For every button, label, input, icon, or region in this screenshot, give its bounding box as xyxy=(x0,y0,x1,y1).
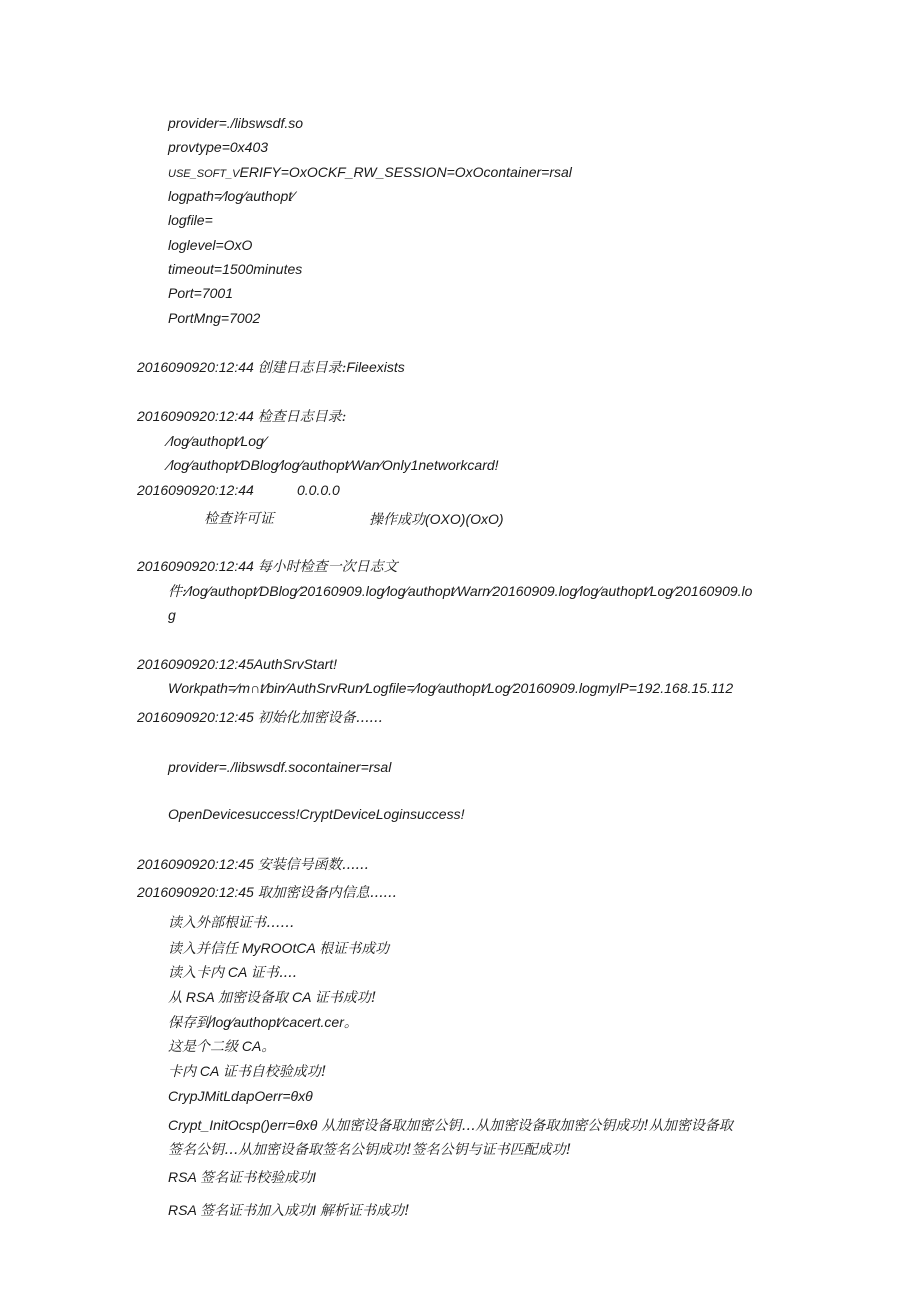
message: 创建日志目录: xyxy=(257,360,347,376)
cert-line xyxy=(168,963,297,982)
config-provtype: provtype=0x403 xyxy=(168,139,269,155)
cert-text: 证书自校验成功! xyxy=(222,1064,327,1080)
log-path-line: ⁄log⁄authopt⁄DBlog⁄log⁄authopt⁄Wan⁄Only1networkcard! xyxy=(168,457,499,473)
cert-text: 保存到 xyxy=(168,1015,210,1031)
timestamp: 2016090920:12:44 xyxy=(137,482,254,498)
cert-name: CA xyxy=(227,964,247,980)
log-entry-check-dir xyxy=(137,407,346,426)
message: 取加密设备内信息...... xyxy=(257,885,397,901)
cert-name: CA xyxy=(241,1038,262,1054)
rsa-text: 解析证书成功! xyxy=(319,1203,410,1219)
license-check-result xyxy=(369,510,504,529)
rsa-add-line xyxy=(168,1201,410,1220)
rsa-mark: I xyxy=(312,1169,317,1185)
rsa-text: 签名证书校验成功 xyxy=(200,1170,313,1186)
config-flags-rest: ERIFY=OxOCKF_RW_SESSION=OxOcontainer=rsal xyxy=(239,164,572,180)
files-paths: ⁄log⁄authopt⁄DBlog⁄20160909.log⁄log⁄authopt⁄Warn⁄20160909.log⁄log⁄authopt⁄Log⁄20160909.lo xyxy=(186,583,753,599)
cert-text: 加密设备取 xyxy=(218,990,289,1006)
cert-line xyxy=(168,1062,326,1081)
cert-text: 卡内 xyxy=(168,1064,196,1080)
cert-text: 证书.... xyxy=(250,965,297,981)
ocsp-text: 从加密设备取加密公钥…从加密设备取加密公钥成功!从加密设备取 xyxy=(321,1118,733,1134)
ocsp-init-line xyxy=(168,1116,733,1135)
cert-text: 根证书成功 xyxy=(319,941,390,957)
log-entry-ip xyxy=(137,481,254,499)
config-provider: provider=./libswsdf.so xyxy=(168,115,304,131)
config-portmng: PortMng=7002 xyxy=(168,310,261,326)
cert-text: 读入并信任 xyxy=(168,941,238,957)
files-prefix: 件: xyxy=(168,584,187,600)
result-text: 操作成功 xyxy=(369,512,425,528)
log-entry-hourly-check xyxy=(137,557,398,576)
cert-text: 证书成功! xyxy=(314,990,377,1006)
config-port: Port=7001 xyxy=(168,285,233,301)
ip-address: 0.0.0.0 xyxy=(297,482,340,498)
cert-name: MyROOtCA xyxy=(241,940,316,956)
log-files-line xyxy=(168,582,752,601)
timestamp: 2016090920:12:44 xyxy=(137,558,254,574)
ocsp-wrap-line: 签名公钥…从加密设备取签名公钥成功!签名公钥与证书匹配成功! xyxy=(168,1142,572,1158)
cert-name: RSA xyxy=(185,989,215,1005)
workpath-line: Workpath=⁄m∩t⁄bin⁄AuthSrvRun⁄Logfile=⁄log⁄authopt⁄Log⁄20160909.logmylP=192.168.15.112 xyxy=(168,680,734,696)
cert-text: 。 xyxy=(261,1039,276,1055)
config-timeout: timeout=1500minutes xyxy=(168,261,303,277)
message-tail: Fileexists xyxy=(346,359,405,375)
result-code: (OXO)(OxO) xyxy=(425,511,504,527)
cert-path: ⁄log⁄authopt⁄cacert.cer xyxy=(210,1014,344,1030)
config-logfile: logfile= xyxy=(168,212,213,228)
cert-text: 这是个二级 xyxy=(168,1039,238,1055)
rsa-text: 签名证书加入成功 xyxy=(200,1203,313,1219)
rsa-verify-line xyxy=(168,1168,316,1187)
config-loglevel: loglevel=OxO xyxy=(168,237,253,253)
cert-line xyxy=(168,1013,358,1032)
rsa-label: RSA xyxy=(168,1202,197,1218)
message: 检查日志目录: xyxy=(257,409,347,425)
timestamp: 2016090920:12:45 xyxy=(137,884,254,900)
message: 每小时检查一次日志文 xyxy=(257,559,398,575)
cert-text: 从 xyxy=(168,990,182,1006)
timestamp: 2016090920:12:45 xyxy=(137,709,254,725)
log-entry-authsrv-start: 2016090920:12:45AuthSrvStart! xyxy=(137,656,338,672)
device-provider-line: provider=./libswsdf.socontainer=rsal xyxy=(168,759,392,775)
cert-text: 读入卡内 xyxy=(168,965,224,981)
log-files-wrap: g xyxy=(168,607,176,623)
timestamp: 2016090920:12:44 xyxy=(137,408,254,424)
device-open-line: OpenDevicesuccess!CryptDeviceLoginsuccess! xyxy=(168,806,465,822)
timestamp: 2016090920:12:45 xyxy=(137,856,254,872)
config-flags-prefix: USE_SOFT_V xyxy=(168,168,240,180)
ocsp-code: Crypt_InitOcsp()err=θxθ xyxy=(168,1117,318,1133)
message: 初始化加密设备...... xyxy=(257,710,383,726)
cert-line xyxy=(168,939,389,958)
rsa-mark: I xyxy=(312,1202,317,1218)
log-entry-create-dir xyxy=(137,358,405,377)
rsa-label: RSA xyxy=(168,1169,197,1185)
cert-line xyxy=(168,988,376,1007)
cert-name: CA xyxy=(291,989,311,1005)
log-entry-device-info xyxy=(137,883,396,902)
cert-name: CA xyxy=(199,1063,219,1079)
message: 安装信号函数...... xyxy=(257,857,369,873)
log-entry-signal xyxy=(137,855,368,874)
license-check-label: 检查许可证 xyxy=(204,511,274,527)
log-path-line: ⁄log⁄authopt⁄Log⁄ xyxy=(168,433,267,449)
timestamp: 2016090920:12:44 xyxy=(137,359,254,375)
config-flags xyxy=(168,163,572,183)
cert-line xyxy=(168,1037,275,1056)
ldap-init-line: CrypJMitLdapOerr=θxθ xyxy=(168,1088,313,1104)
config-logpath: logpath=⁄log⁄authopt⁄ xyxy=(168,188,295,204)
cert-line: 读入外部根证书…… xyxy=(168,915,294,931)
cert-text: 。 xyxy=(343,1015,358,1031)
log-entry-init-device xyxy=(137,708,382,727)
